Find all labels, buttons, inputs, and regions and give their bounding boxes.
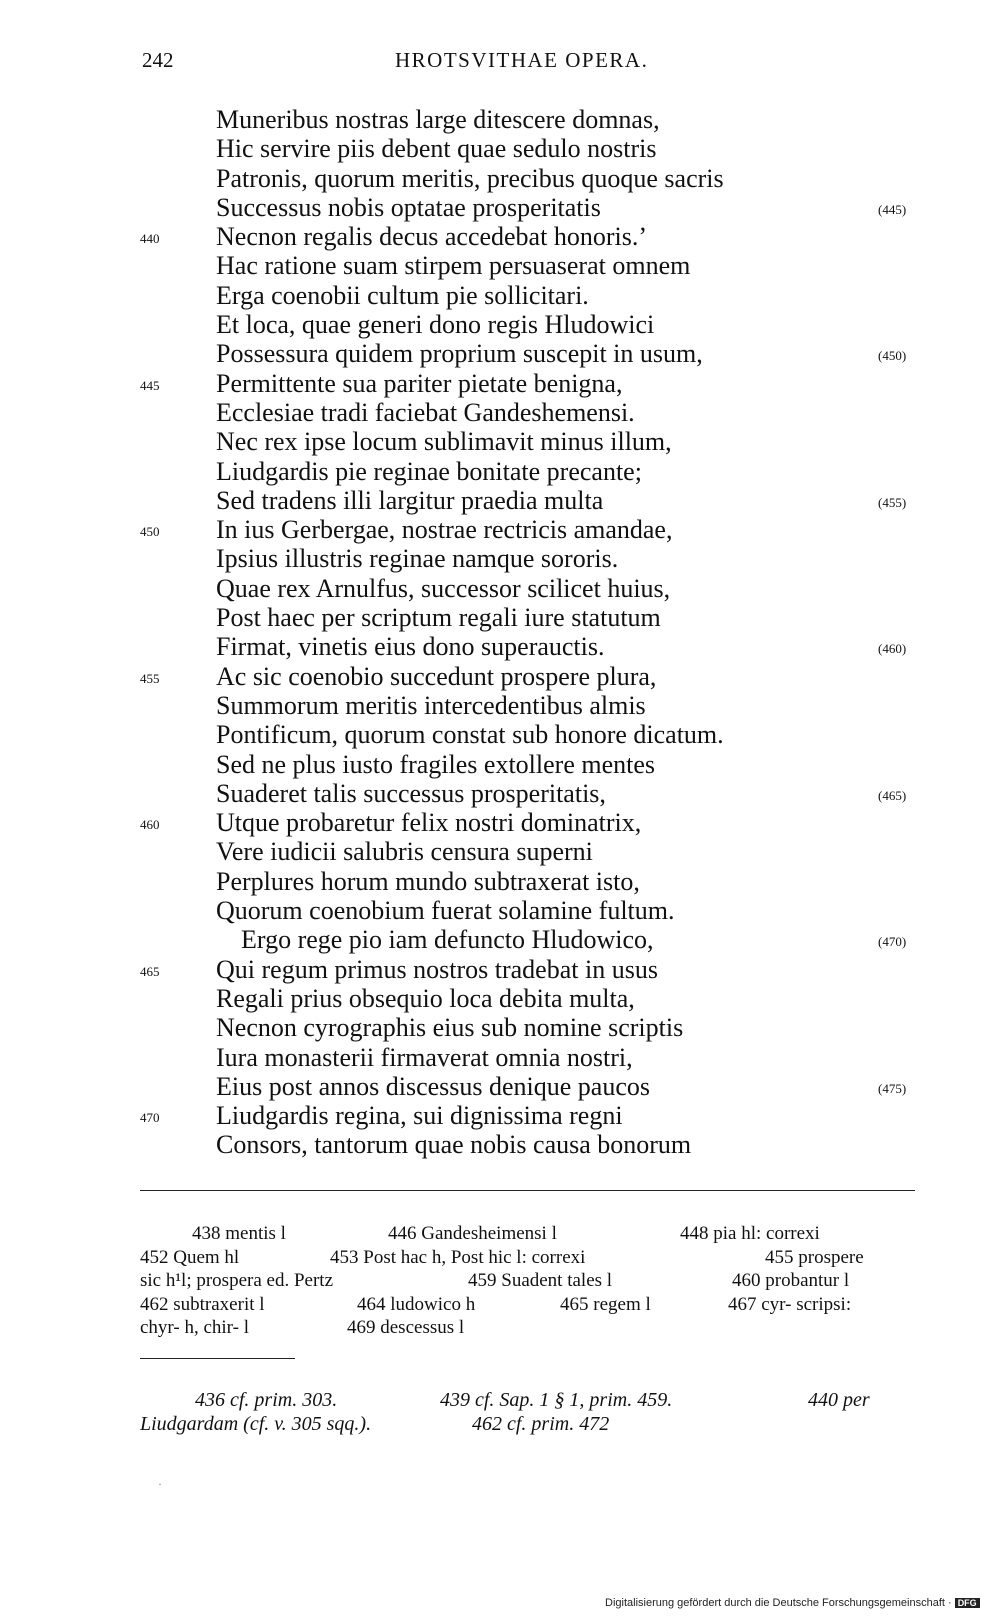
verse-text: Possessura quidem proprium suscepit in usum, bbox=[216, 339, 703, 369]
verse-line bbox=[0, 544, 1000, 573]
verse-text: Necnon cyrographis eius sub nomine scriptis bbox=[216, 1013, 684, 1043]
verse-line bbox=[0, 193, 1000, 222]
verse-line bbox=[0, 457, 1000, 486]
verse-text: Sed tradens illi largitur praedia multa bbox=[216, 485, 604, 515]
verse-text: Quae rex Arnulfus, successor scilicet huius, bbox=[216, 573, 671, 603]
verse-line bbox=[0, 867, 1000, 896]
running-title: HROTSVITHAE OPERA. bbox=[395, 48, 649, 72]
verse-text: Nec rex ipse locum sublimavit minus illum, bbox=[216, 427, 672, 457]
verse-text: Summorum meritis intercedentibus almis bbox=[216, 690, 646, 720]
verse-text: Permittente sua pariter pietate benigna, bbox=[216, 368, 623, 398]
verse-line bbox=[0, 925, 1000, 954]
apparatus-entry: 465 regem l bbox=[560, 1293, 651, 1315]
verse-text: Patronis, quorum meritis, precibus quoque sacris bbox=[216, 163, 724, 193]
verse-text: Vere iudicii salubris censura superni bbox=[216, 837, 593, 867]
parallel-line-ref: (460) bbox=[878, 641, 907, 657]
verse-text: Ergo rege pio iam defuncto Hludowico, bbox=[241, 925, 654, 955]
parallel-line-ref: (455) bbox=[878, 494, 907, 510]
line-number: 470 bbox=[140, 1110, 160, 1126]
verse-text: Pontificum, quorum constat sub honore dicatum. bbox=[216, 720, 724, 750]
verse-block bbox=[0, 105, 1000, 1160]
apparatus-entry: 467 cyr- scripsi: bbox=[728, 1293, 852, 1315]
apparatus-row bbox=[140, 1222, 920, 1246]
page-speck: · bbox=[158, 1477, 162, 1491]
source-entry: 436 cf. prim. 303. bbox=[195, 1389, 338, 1411]
verse-text: Ecclesiae tradi faciebat Gandeshemensi. bbox=[216, 397, 635, 427]
apparatus-divider bbox=[140, 1190, 915, 1191]
verse-text: In ius Gerbergae, nostrae rectricis amandae, bbox=[216, 515, 673, 545]
apparatus-row bbox=[140, 1246, 920, 1270]
verse-line bbox=[0, 808, 1000, 837]
verse-text: Post haec per scriptum regali iure statutum bbox=[216, 603, 661, 633]
parallel-line-ref: (470) bbox=[878, 934, 907, 950]
verse-line bbox=[0, 105, 1000, 134]
apparatus-row bbox=[140, 1293, 920, 1317]
verse-line bbox=[0, 1072, 1000, 1101]
apparatus-row bbox=[140, 1269, 920, 1293]
apparatus-entry: 453 Post hac h, Post hic l: correxi bbox=[330, 1246, 586, 1268]
verse-line bbox=[0, 486, 1000, 515]
verse-text: Consors, tantorum quae nobis causa bonorum bbox=[216, 1130, 692, 1160]
verse-line bbox=[0, 691, 1000, 720]
parallel-line-ref: (475) bbox=[878, 1080, 907, 1096]
verse-text: Muneribus nostras large ditescere domnas, bbox=[216, 105, 660, 134]
parallel-line-ref: (445) bbox=[878, 201, 907, 217]
apparatus-entry: 460 probantur l bbox=[732, 1270, 850, 1291]
critical-apparatus bbox=[140, 1222, 920, 1340]
verse-text: Hac ratione suam stirpem persuaserat omnem bbox=[216, 251, 691, 281]
apparatus-row bbox=[140, 1316, 920, 1340]
verse-text: Ac sic coenobio succedunt prospere plura, bbox=[216, 661, 657, 691]
source-entry: 462 cf. prim. 472 bbox=[472, 1413, 610, 1435]
verse-line bbox=[0, 134, 1000, 163]
verse-text: Utque probaretur felix nostri dominatrix, bbox=[216, 808, 642, 838]
line-number: 450 bbox=[140, 524, 160, 540]
verse-line bbox=[0, 779, 1000, 808]
apparatus-entry: sic h¹l; prospera ed. Pertz bbox=[140, 1270, 333, 1291]
source-entry: Liudgardam (cf. v. 305 sqq.). bbox=[140, 1413, 372, 1435]
credit-text: Digitalisierung gefördert durch die Deutsche Forschungsgemeinschaft · bbox=[605, 1597, 952, 1609]
verse-line bbox=[0, 720, 1000, 749]
apparatus-entry: 464 ludowico h bbox=[357, 1293, 476, 1315]
line-number: 460 bbox=[140, 817, 160, 833]
verse-line bbox=[0, 339, 1000, 368]
verse-text: Suaderet talis successus prosperitatis, bbox=[216, 778, 606, 808]
line-number: 440 bbox=[140, 231, 160, 247]
verse-line bbox=[0, 750, 1000, 779]
apparatus-entry: 438 mentis l bbox=[192, 1223, 286, 1244]
verse-line bbox=[0, 222, 1000, 251]
verse-text: Successus nobis optatae prosperitatis bbox=[216, 192, 601, 222]
verse-line bbox=[0, 281, 1000, 310]
verse-line bbox=[0, 398, 1000, 427]
source-row bbox=[140, 1412, 920, 1436]
verse-text: Ipsius illustris reginae namque sororis. bbox=[216, 544, 619, 574]
verse-text: Iura monasterii firmaverat omnia nostri, bbox=[216, 1042, 633, 1072]
verse-line bbox=[0, 632, 1000, 661]
verse-text: Firmat, vinetis eius dono superauctis. bbox=[216, 632, 605, 662]
verse-line bbox=[0, 1043, 1000, 1072]
verse-text: Liudgardis pie reginae bonitate precante; bbox=[216, 456, 642, 486]
source-entry: 440 per bbox=[808, 1389, 870, 1411]
verse-line bbox=[0, 1130, 1000, 1159]
sources-divider bbox=[140, 1358, 295, 1359]
verse-text: Hic servire piis debent quae sedulo nostris bbox=[216, 134, 657, 164]
verse-line bbox=[0, 662, 1000, 691]
parallel-line-ref: (465) bbox=[878, 787, 907, 803]
verse-line bbox=[0, 1013, 1000, 1042]
verse-line bbox=[0, 427, 1000, 456]
verse-text: Perplures horum mundo subtraxerat isto, bbox=[216, 866, 640, 896]
verse-line bbox=[0, 603, 1000, 632]
verse-text: Regali prius obsequio loca debita multa, bbox=[216, 983, 635, 1013]
verse-line bbox=[0, 164, 1000, 193]
verse-text: Eius post annos discessus denique paucos bbox=[216, 1071, 651, 1101]
line-number: 445 bbox=[140, 377, 160, 393]
verse-line bbox=[0, 515, 1000, 544]
verse-text: Necnon regalis decus accedebat honoris.’ bbox=[216, 222, 647, 252]
apparatus-entry: 452 Quem hl bbox=[140, 1246, 240, 1268]
source-row bbox=[140, 1388, 920, 1412]
page-number: 242 bbox=[142, 48, 174, 72]
verse-text: Qui regum primus nostros tradebat in usus bbox=[216, 954, 658, 984]
verse-text: Quorum coenobium fuerat solamine fultum. bbox=[216, 896, 675, 926]
apparatus-entry: 462 subtraxerit l bbox=[140, 1293, 265, 1315]
verse-text: Erga coenobii cultum pie sollicitari. bbox=[216, 280, 589, 310]
verse-line bbox=[0, 896, 1000, 925]
verse-line bbox=[0, 837, 1000, 866]
verse-line bbox=[0, 574, 1000, 603]
apparatus-entry: 448 pia hl: correxi bbox=[680, 1223, 820, 1244]
verse-text: Et loca, quae generi dono regis Hludowici bbox=[216, 310, 655, 340]
apparatus-entry: 455 prospere bbox=[765, 1246, 864, 1268]
verse-text: Liudgardis regina, sui dignissima regni bbox=[216, 1101, 623, 1131]
apparatus-entry: chyr- h, chir- l bbox=[140, 1317, 249, 1338]
dfg-logo: DFG bbox=[955, 1598, 980, 1608]
parallel-line-ref: (450) bbox=[878, 348, 907, 364]
source-notes bbox=[140, 1388, 920, 1436]
verse-line bbox=[0, 369, 1000, 398]
apparatus-entry: 446 Gandesheimensi l bbox=[388, 1223, 557, 1244]
line-number: 455 bbox=[140, 670, 160, 686]
verse-line bbox=[0, 251, 1000, 280]
verse-line bbox=[0, 984, 1000, 1013]
verse-line bbox=[0, 1101, 1000, 1130]
apparatus-entry: 459 Suadent tales l bbox=[468, 1270, 613, 1291]
verse-text: Sed ne plus iusto fragiles extollere mentes bbox=[216, 749, 656, 779]
page-header bbox=[0, 48, 1000, 80]
source-entry: 439 cf. Sap. 1 § 1, prim. 459. bbox=[440, 1389, 673, 1411]
digitization-credit bbox=[605, 1597, 980, 1609]
verse-line bbox=[0, 310, 1000, 339]
line-number: 465 bbox=[140, 963, 160, 979]
verse-line bbox=[0, 955, 1000, 984]
apparatus-entry: 469 descessus l bbox=[347, 1317, 465, 1338]
